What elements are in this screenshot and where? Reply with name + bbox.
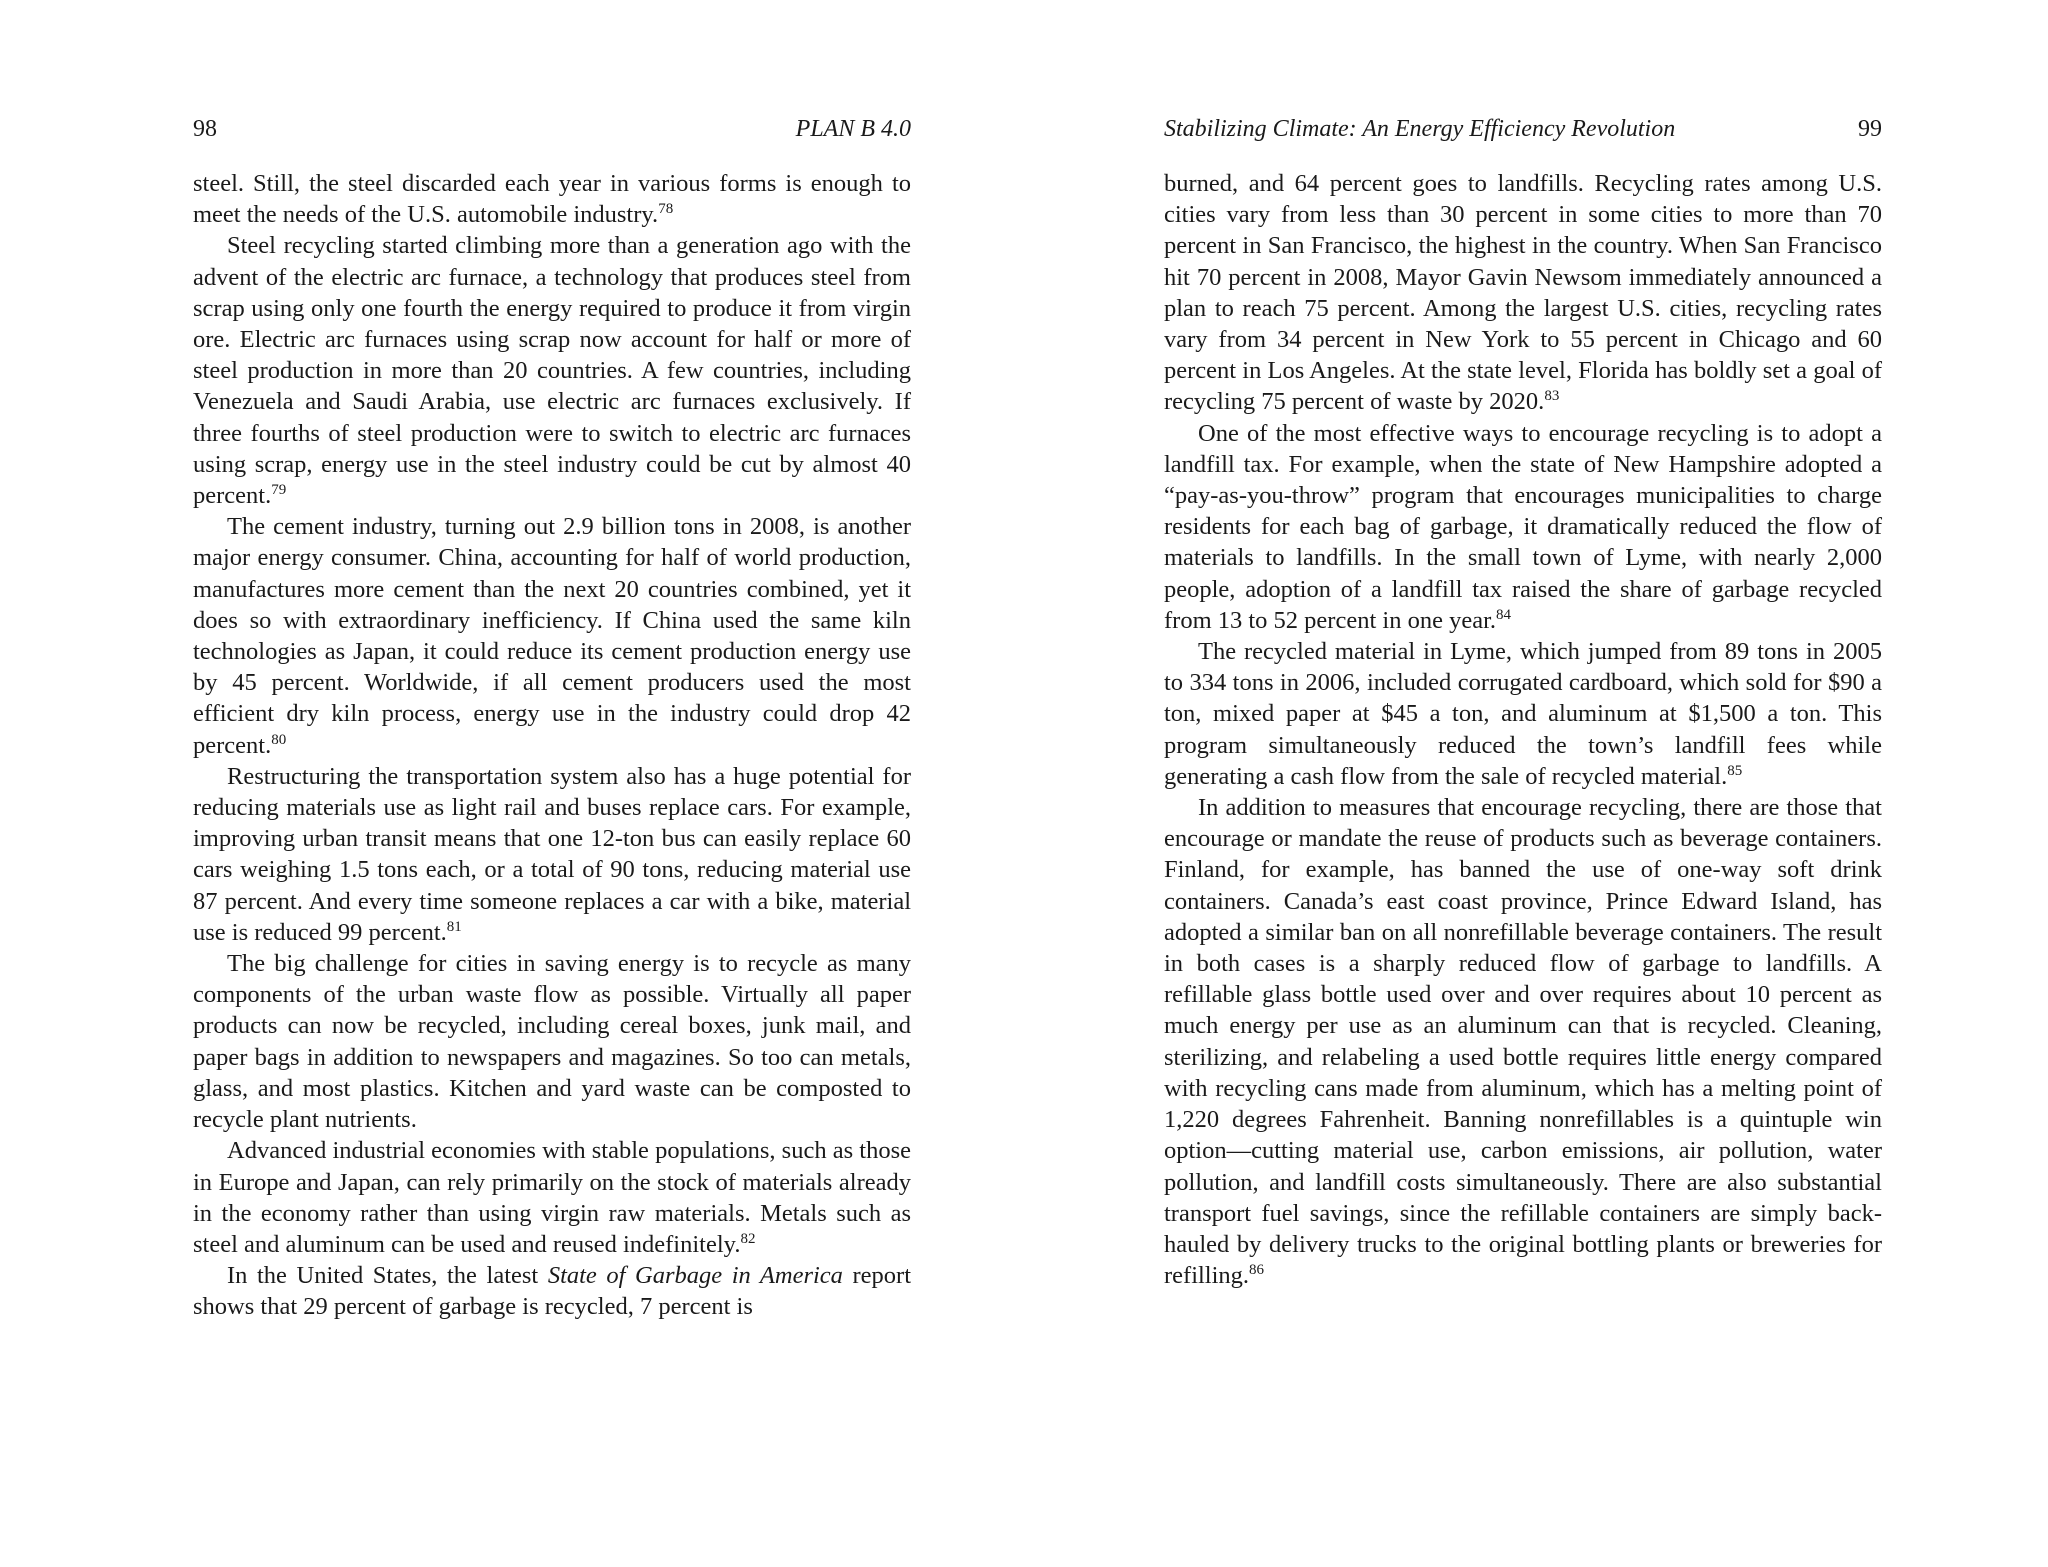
text-run: The recycled material in Lyme, which jumped from 89 tons in 2005 to 334 tons in 2006, included corrugated cardboard, which sold for $90 a ton, mixed paper at $45 a ton, and aluminum at $1,500 a ton. This program simultaneously reduced the town’s landfill fees while generating a cash flow from the sale of recycled material. <box>1164 638 1882 790</box>
body-text <box>1164 168 1882 1291</box>
footnote-ref: 83 <box>1544 388 1560 405</box>
paragraph <box>193 1135 911 1260</box>
footnote-ref: 81 <box>446 918 462 935</box>
footnote-ref: 84 <box>1496 606 1512 623</box>
footnote-ref: 82 <box>740 1230 756 1247</box>
running-head <box>1164 112 1882 146</box>
text-run: The big challenge for cities in saving energy is to recycle as many components of the urban waste flow as possible. Virtually all paper products can now be recycled, including cereal boxes, junk mail, and paper bags in addition to newspapers and magazines. So too can metals, glass, and most plastics. Kitchen and yard waste can be composted to recycle plant nutrients. <box>193 950 911 1134</box>
paragraph <box>193 168 911 230</box>
footnote-ref: 85 <box>1727 762 1743 779</box>
body-text <box>193 168 911 1323</box>
paragraph <box>193 511 911 761</box>
text-run: In addition to measures that encourage recycling, there are those that encourage or mandate the reuse of products such as beverage containers. Finland, for example, has banned the use of one-way soft drink containers. Canada’s east coast province, Prince Edward Island, has adopted a similar ban on all nonrefillable beverage containers. The result in both cases is a sharply reduced flow of garbage to landfills. A refillable glass bottle used over and over requires about 10 percent as much energy per use as an aluminum can that is recycled. Cleaning, sterilizing, and relabeling a used bottle requires little energy compared with recycling cans made from aluminum, which has a melting point of 1,220 degrees Fahrenheit. Banning nonrefillables is a quintuple win option—cutting material use, carbon emissions, air pollution, water pollution, and landfill costs simultaneously. There are also substantial transport fuel savings, since the refillable containers are simply back-hauled by delivery trucks to the original bottling plants or breweries for refilling. <box>1164 794 1882 1290</box>
paragraph <box>1164 636 1882 792</box>
paragraph <box>193 948 911 1135</box>
paragraph <box>193 1260 911 1322</box>
footnote-ref: 80 <box>271 731 287 748</box>
page-number: 98 <box>193 116 217 142</box>
text-run: steel. Still, the steel discarded each year in various forms is enough to meet the needs of the U.S. automobile industry. <box>193 170 911 229</box>
text-run: Restructuring the transportation system also has a huge potential for reducing materials use as light rail and buses replace cars. For example, improving urban transit means that one 12-ton bus can easily replace 60 cars weighing 1.5 tons each, or a total of 90 tons, reducing material use 87 percent. And every time someone replaces a car with a bike, material use is reduced 99 percent. <box>193 762 911 946</box>
text-run: Steel recycling started climbing more than a generation ago with the advent of the electric arc furnace, a technology that produces steel from scrap using only one fourth the energy required to produce it from virgin ore. Electric arc furnaces using scrap now account for half or more of steel production in more than 20 countries. A few countries, including Venezuela and Saudi Arabia, use electric arc furnaces exclusively. If three fourths of steel production were to switch to electric arc furnaces using scrap, energy use in the steel industry could be cut by almost 40 percent. <box>193 232 911 510</box>
text-run: burned, and 64 percent goes to landfills. Recycling rates among U.S. cities vary from less than 30 percent in some cities to more than 70 percent in San Francisco, the highest in the country. When San Francisco hit 70 percent in 2008, Mayor Gavin Newsom immediately announced a plan to reach 75 percent. Among the largest U.S. cities, recycling rates vary from 34 percent in New York to 55 percent in Chicago and 60 percent in Los Angeles. At the state level, Florida has boldly set a goal of recycling 75 percent of waste by 2020. <box>1164 170 1882 416</box>
text-run: One of the most effective ways to encourage recycling is to adopt a landfill tax. For example, when the state of New Hampshire adopted a “pay-as-you-throw” program that encourages municipalities to charge residents for each bag of garbage, it dramatically reduced the flow of materials to landfills. In the small town of Lyme, with nearly 2,000 people, adoption of a landfill tax raised the share of garbage recycled from 13 to 52 percent in one year. <box>1164 419 1882 634</box>
right-page <box>1164 112 1882 1291</box>
footnote-ref: 79 <box>271 481 287 498</box>
paragraph <box>1164 792 1882 1291</box>
text-run: The cement industry, turning out 2.9 billion tons in 2008, is another major energy consumer. China, accounting for half of world production, manufactures more cement than the next 20 countries combined, yet it does so with extraordinary inefficiency. If China used the same kiln technologies as Japan, it could reduce its cement production energy use by 45 percent. Worldwide, if all cement producers used the most efficient dry kiln process, energy use in the industry could drop 42 percent. <box>193 513 911 759</box>
italic-title: State of Garbage in America <box>547 1262 843 1290</box>
running-head <box>193 112 911 146</box>
paragraph <box>193 761 911 948</box>
left-page <box>193 112 911 1323</box>
footnote-ref: 78 <box>658 201 674 218</box>
book-title-header: PLAN B 4.0 <box>795 116 911 142</box>
paragraph <box>1164 418 1882 636</box>
page-number: 99 <box>1858 116 1882 142</box>
text-run: report shows that 29 percent of garbage is recycled, 7 percent is <box>193 1262 912 1321</box>
text-run: In the United States, the latest <box>227 1262 548 1290</box>
paragraph <box>193 230 911 511</box>
paragraph <box>1164 168 1882 418</box>
footnote-ref: 86 <box>1249 1261 1265 1278</box>
chapter-title-header: Stabilizing Climate: An Energy Efficiency Revolution <box>1164 116 1676 142</box>
text-run: Advanced industrial economies with stable populations, such as those in Europe and Japan, can rely primarily on the stock of materials already in the economy rather than using virgin raw materials. Metals such as steel and aluminum can be used and reused indefinitely. <box>193 1137 911 1258</box>
